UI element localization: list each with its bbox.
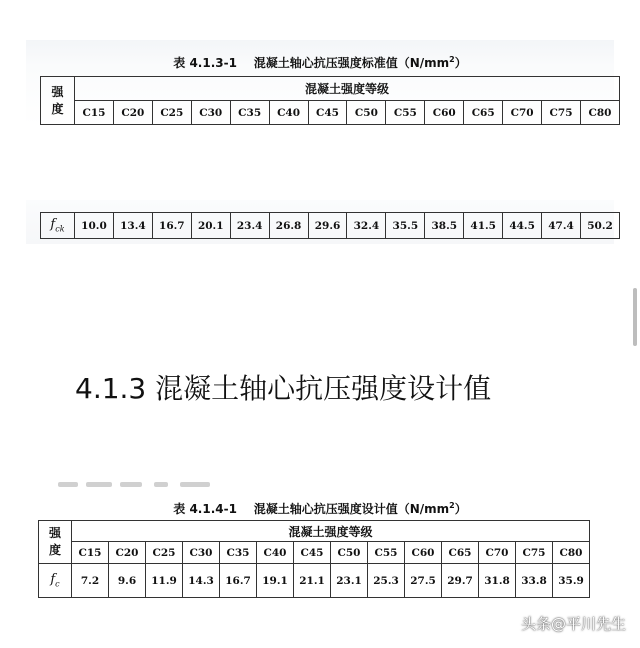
grade-cell: C40 — [269, 101, 308, 125]
grade-cell: C15 — [75, 101, 114, 125]
grade-cell: C70 — [503, 101, 542, 125]
value-cell: 50.2 — [580, 213, 619, 239]
grade-cell: C45 — [308, 101, 347, 125]
value-cell: 10.0 — [75, 213, 114, 239]
grade-cell: C20 — [113, 101, 152, 125]
table2-design-table — [38, 520, 590, 598]
grade-cell: C80 — [553, 542, 590, 564]
value-cell: 31.8 — [479, 564, 516, 598]
value-cell: 33.8 — [516, 564, 553, 598]
value-cell: 41.5 — [464, 213, 503, 239]
value-cell: 25.3 — [368, 564, 405, 598]
grade-cell: C70 — [479, 542, 516, 564]
grade-cell: C50 — [347, 101, 386, 125]
table2-title: 表 4.1.4-1 混凝土轴心抗压强度设计值$(N/mm^2)$ — [173, 501, 467, 516]
table1-values-table — [40, 212, 620, 239]
grade-cell: C45 — [294, 542, 331, 564]
grade-cell: C15 — [72, 542, 109, 564]
value-cell: 47.4 — [542, 213, 581, 239]
grade-cell: C40 — [257, 542, 294, 564]
grade-cell: C25 — [146, 542, 183, 564]
value-cell: 29.6 — [308, 213, 347, 239]
value-cell: 23.4 — [230, 213, 269, 239]
value-cell: 9.6 — [109, 564, 146, 598]
grade-cell: C30 — [183, 542, 220, 564]
value-cell: 7.2 — [72, 564, 109, 598]
grade-cell: C60 — [405, 542, 442, 564]
grade-cell: C35 — [230, 101, 269, 125]
section-heading: 4.1.3 混凝土轴心抗压强度设计值 — [75, 372, 492, 405]
clipped-text-fragment — [58, 482, 218, 488]
value-cell: 26.8 — [269, 213, 308, 239]
value-cell: 20.1 — [191, 213, 230, 239]
fck-symbol: $f_{ck}$ — [41, 213, 75, 239]
table1-values-panel — [26, 200, 614, 244]
value-cell: 16.7 — [220, 564, 257, 598]
value-cell: 32.4 — [347, 213, 386, 239]
grade-cell: C65 — [464, 101, 503, 125]
grade-cell: C30 — [191, 101, 230, 125]
strength-row-label: 强 度 — [39, 521, 72, 564]
scrollbar-thumb[interactable] — [633, 288, 637, 346]
grade-cell: C50 — [331, 542, 368, 564]
grade-cell: C75 — [516, 542, 553, 564]
fc-symbol: $f_c$ — [39, 564, 72, 598]
grade-cell: C20 — [109, 542, 146, 564]
grade-cell: C55 — [368, 542, 405, 564]
value-cell: 11.9 — [146, 564, 183, 598]
table1-title: 表 4.1.3-1 混凝土轴心抗压强度标准值$(N/mm^2)$ — [173, 55, 467, 70]
value-cell: 44.5 — [503, 213, 542, 239]
grade-cell: C25 — [152, 101, 191, 125]
table1-grade-table — [40, 76, 620, 125]
value-cell: 13.4 — [113, 213, 152, 239]
grade-cell: C65 — [442, 542, 479, 564]
grade-cell: C75 — [542, 101, 581, 125]
value-cell: 38.5 — [425, 213, 464, 239]
value-cell: 35.9 — [553, 564, 590, 598]
grade-cell: C35 — [220, 542, 257, 564]
value-cell: 19.1 — [257, 564, 294, 598]
value-cell: 16.7 — [152, 213, 191, 239]
grade-cell: C55 — [386, 101, 425, 125]
grade-cell: C60 — [425, 101, 464, 125]
value-cell: 21.1 — [294, 564, 331, 598]
strength-row-label: 强 度 — [41, 77, 75, 125]
watermark: 头条@平川先生 — [520, 615, 626, 633]
grade-group-header: 混凝土强度等级 — [75, 77, 620, 101]
grade-group-header: 混凝土强度等级 — [72, 521, 590, 542]
table1-header-panel — [26, 40, 614, 126]
value-cell: 14.3 — [183, 564, 220, 598]
value-cell: 23.1 — [331, 564, 368, 598]
value-cell: 27.5 — [405, 564, 442, 598]
value-cell: 35.5 — [386, 213, 425, 239]
value-cell: 29.7 — [442, 564, 479, 598]
grade-cell: C80 — [580, 101, 619, 125]
